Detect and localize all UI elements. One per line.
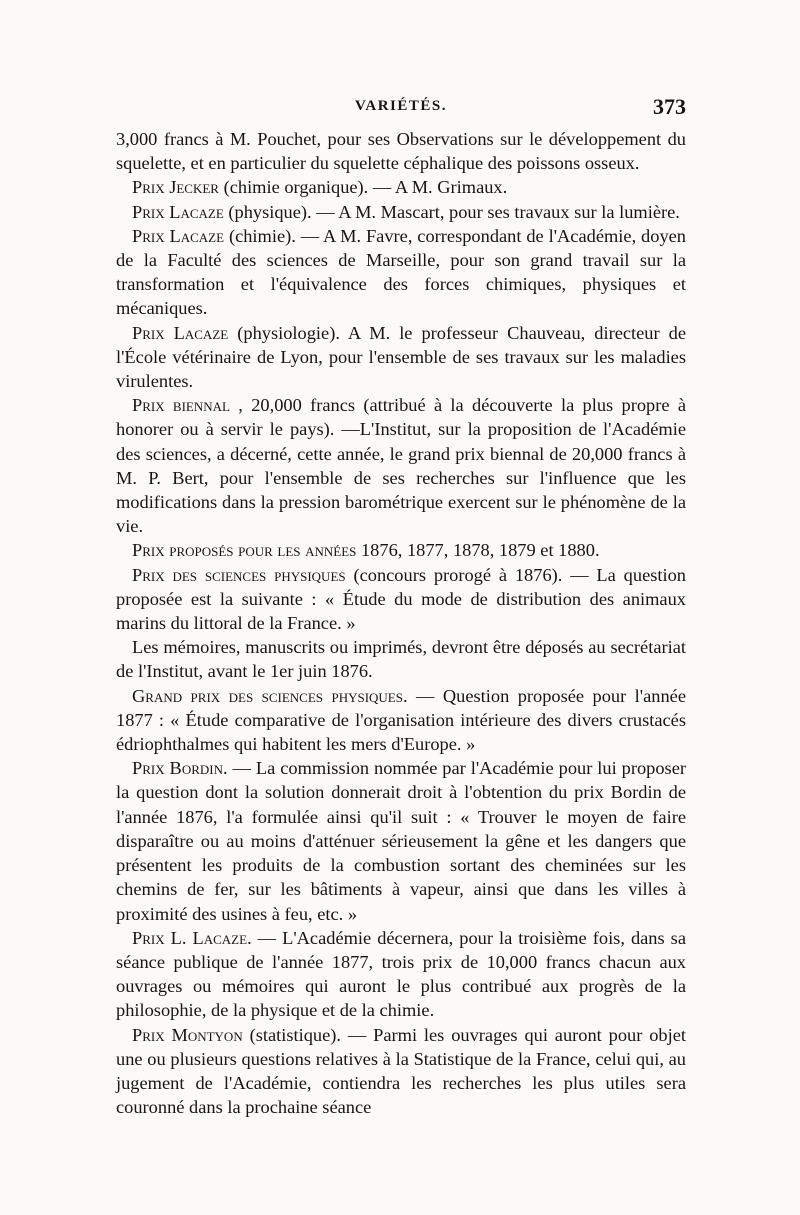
paragraph [116,684,686,757]
body-text [116,127,686,1119]
paragraph-text: (chimie). — A M. Favre, correspondant de l'Académie, doyen de la Faculté des sciences de Marseille, pour son grand travail sur la transformation et l'équivalence des forces chimiques, physiques et mécaniques. [116,225,686,319]
section-heading [116,538,686,562]
paragraph-text: 3,000 francs à M. Pouchet, pour ses Observations sur le développement du squelette, et en particulier du squelette céphalique des poissons osseux. [116,129,686,174]
prize-name: Prix Lacaze [132,322,229,343]
prize-name: Prix Lacaze [132,201,224,222]
paragraph [116,321,686,394]
paragraph-text: (statistique). — Parmi les ouvrages qui auront pour objet une ou plusieurs questions relatives à la Statistique de la France, celui qui, au jugement de l'Académie, contiendra les recherches les plus utiles sera couronné dans la prochaine séance [116,1024,686,1118]
prize-name: Prix des sciences physiques [132,564,346,585]
paragraph-text: (physiologie). A M. le professeur Chauveau, directeur de l'École vétérinaire de Lyon, pour l'ensemble de ses travaux sur les maladies virulentes. [116,322,687,392]
paragraph [116,127,686,175]
prize-name: Prix Lacaze [132,225,225,246]
paragraph [116,175,686,199]
paragraph [116,393,686,538]
paragraph [116,1023,686,1120]
paragraph-text: (concours prorogé à 1876). — La question proposée est la suivante : « Étude du mode de distribution des animaux marins du littoral de la France. » [116,564,686,634]
prize-name: Prix L. Lacaze [132,927,248,948]
prize-name: Grand prix des sciences physiques [132,685,403,706]
paragraph-text: . — La commission nommée par l'Académie pour lui proposer la question dont la solution donnerait droit à l'obtention du prix Bordin de l'année 1876, l'a formulée ainsi qu'il suit : « Trouver le moyen de faire disparaître ou au moins d'atténuer sérieusement la gêne et les dangers que présentent les produits de la combustion sortant des cheminées sur les chemins de fer, sur les bâtiments à vapeur, ainsi que dans les villes à proximité des usines à feu, etc. » [116,758,686,924]
paragraph [116,563,686,636]
paragraph-text: Les mémoires, manuscrits ou imprimés, devront être déposés au secrétariat de l'Institut, avant le 1er juin 1876. [116,637,686,682]
paragraph-text: (physique). — A M. Mascart, pour ses travaux sur la lumière. [223,201,680,222]
paragraph [116,224,686,321]
heading-label: Prix proposés pour les années [132,540,357,561]
prize-name: Prix biennal [132,395,230,416]
page-header [116,94,686,124]
paragraph-text: , 20,000 francs (attribué à la découverte la plus propre à honorer ou à servir le pays). —L'Institut, sur la proposition de l'Académie des sciences, a décerné, cette année, le grand prix biennal de 20,000 francs à M. P. Bert, pour l'ensemble de ses recherches sur l'influence que les modifications dans la pression barométrique exercent sur le phénomène de la vie. [116,395,687,537]
paragraph-text: (chimie organique). — A M. Grimaux. [218,177,508,198]
paragraph [116,200,686,224]
paragraph-text: . — L'Académie décernera, pour la troisième fois, dans sa séance publique de l'année 1877, trois prix de 10,000 francs chacun aux ouvrages ou mémoires qui auront le plus contribué aux progrès de la philosophie, de la physique et de la chimie. [116,927,686,1021]
prize-name: Prix Jecker [132,177,219,198]
heading-years: 1876, 1877, 1878, 1879 et 1880. [356,540,600,561]
running-title: VARIÉTÉS. [354,98,447,114]
paragraph [116,926,686,1023]
prize-name: Prix Bordin [132,758,223,779]
paragraph-text: . — Question proposée pour l'année 1877 : « Étude comparative de l'organisation intérieure des divers crustacés édriophthalmes qui habitent les mers d'Europe. » [116,685,686,755]
paragraph [116,756,686,925]
prize-name: Prix Montyon [132,1024,243,1045]
page-number: 373 [653,94,686,119]
paragraph [116,635,686,683]
